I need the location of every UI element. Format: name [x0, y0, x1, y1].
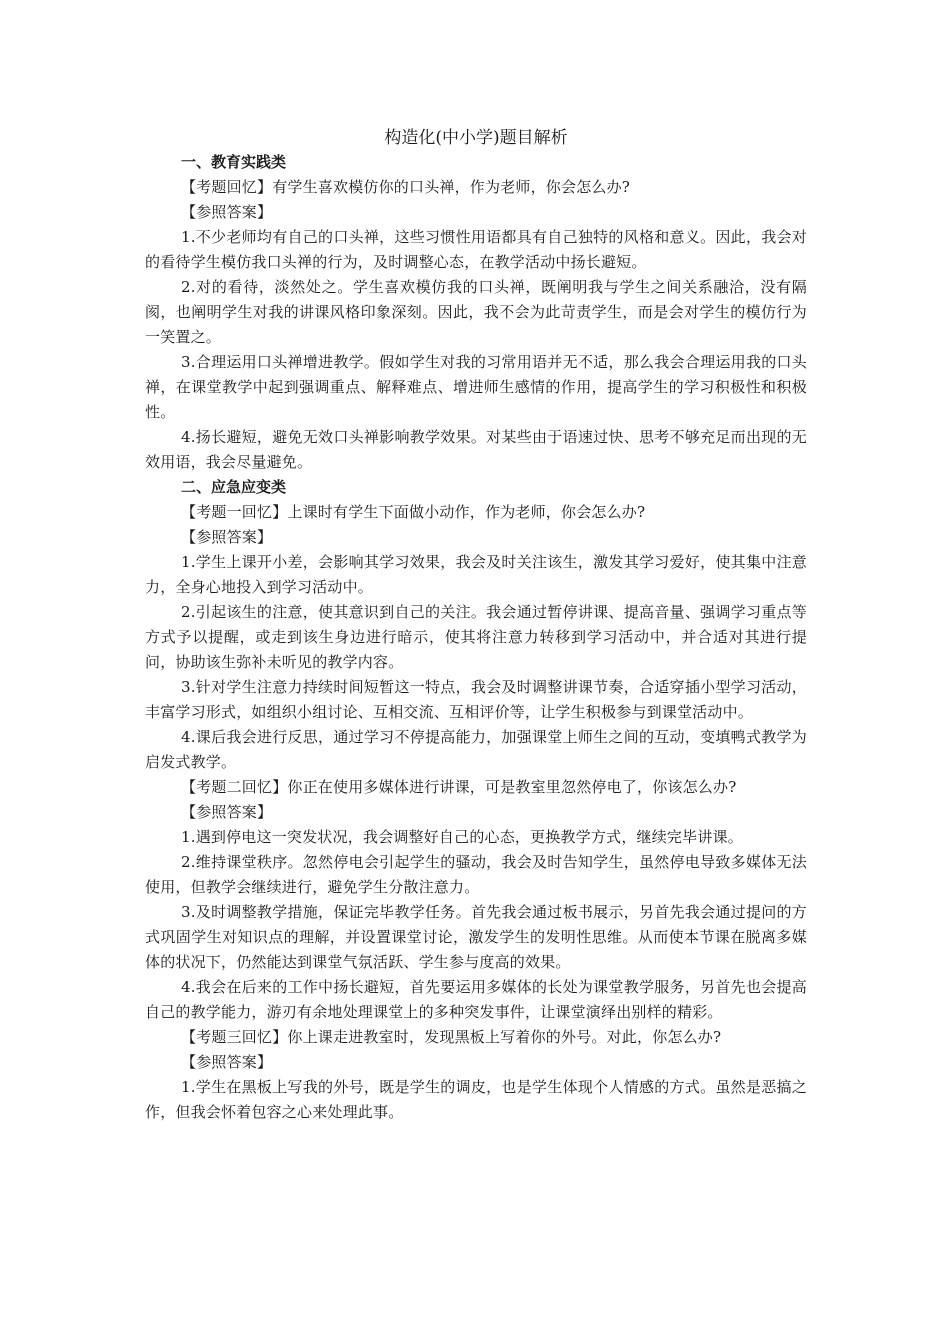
- document-title: 构造化(中小学)题目解析: [384, 128, 568, 148]
- question-prompt: 【考题三回忆】你上课走进教室时，发现黑板上写着你的外号。对此，你怎么办?: [181, 1028, 722, 1046]
- answer-paragraph: 1.不少老师均有自己的口头禅，这些习惯性用语都具有自己独特的风格和意义。因此，我会对的看待学生模仿我口头禅的行为，及时调整心态，在教学活动中扬长避短。: [145, 228, 807, 271]
- answer-label: 【参照答案】: [181, 528, 273, 546]
- answer-paragraph: 4.我会在后来的工作中扬长避短，首先要运用多媒体的长处为课堂教学服务，另首先也会提高自己的教学能力，游刃有余地处理课堂上的多种突发事件，让课堂演绎出别样的精彩。: [145, 978, 807, 1021]
- answer-paragraph: 1.遇到停电这一突发状况，我会调整好自己的心态，更换教学方式，继续完毕讲课。: [181, 828, 743, 846]
- answer-paragraph: 2.维持课堂秩序。忽然停电会引起学生的骚动，我会及时告知学生，虽然停电导致多媒体无法使用，但教学会继续进行，避免学生分散注意力。: [145, 853, 807, 896]
- section-heading-emergency: 二、应急应变类: [181, 478, 287, 496]
- answer-paragraph: 1.学生在黑板上写我的外号，既是学生的调皮，也是学生体现个人情感的方式。虽然是恶搞之作，但我会怀着包容之心来处理此事。: [145, 1078, 807, 1121]
- answer-label: 【参照答案】: [181, 1053, 273, 1071]
- answer-paragraph: 4.扬长避短，避免无效口头禅影响教学效果。对某些由于语速过快、思考不够充足而出现的无效用语，我会尽量避免。: [145, 428, 807, 471]
- answer-paragraph: 2.对的看待，淡然处之。学生喜欢模仿我的口头禅，既阐明我与学生之间关系融洽，没有隔阂，也阐明学生对我的讲课风格印象深刻。因此，我不会为此苛责学生，而是会对学生的模仿行为一笑置之。: [145, 278, 807, 346]
- answer-paragraph: 3.合理运用口头禅增进教学。假如学生对我的习常用语并无不适，那么我会合理运用我的口头禅，在课堂教学中起到强调重点、解释难点、增进师生感情的作用，提高学生的学习积极性和积极性。: [145, 353, 807, 421]
- question-prompt: 【考题一回忆】上课时有学生下面做小动作，作为老师，你会怎么办?: [181, 503, 646, 521]
- document-page: [145, 126, 807, 1125]
- answer-paragraph: 3.及时调整教学措施，保证完毕教学任务。首先我会通过板书展示，另首先我会通过提问的方式巩固学生对知识点的理解，并设置课堂讨论，激发学生的发明性思维。从而使本节课在脱离多媒体的状况下，仍然能达到课堂气氛活跃、学生参与度高的效果。: [145, 903, 807, 971]
- question-prompt: 【考题二回忆】你正在使用多媒体进行讲课，可是教室里忽然停电了，你该怎么办?: [181, 778, 737, 796]
- answer-label: 【参照答案】: [181, 803, 273, 821]
- answer-paragraph: 4.课后我会进行反思，通过学习不停提高能力，加强课堂上师生之间的互动，变填鸭式教学为启发式教学。: [145, 728, 807, 771]
- answer-paragraph: 3.针对学生注意力持续时间短暂这一特点，我会及时调整讲课节奏，合适穿插小型学习活动，丰富学习形式，如组织小组讨论、互相交流、互相评价等，让学生积极参与到课堂活动中。: [145, 678, 807, 721]
- answer-label: 【参照答案】: [181, 203, 273, 221]
- question-prompt: 【考题回忆】有学生喜欢模仿你的口头禅，作为老师，你会怎么办?: [181, 178, 631, 196]
- section-heading-education-practice: 一、教育实践类: [181, 153, 287, 171]
- answer-paragraph: 1.学生上课开小差，会影响其学习效果，我会及时关注该生，激发其学习爱好，使其集中注意力，全身心地投入到学习活动中。: [145, 553, 807, 596]
- answer-paragraph: 2.引起该生的注意，使其意识到自己的关注。我会通过暂停讲课、提高音量、强调学习重点等方式予以提醒，或走到该生身边进行暗示，使其将注意力转移到学习活动中，并合适对其进行提问，协助该生弥补未听见的教学内容。: [145, 603, 807, 671]
